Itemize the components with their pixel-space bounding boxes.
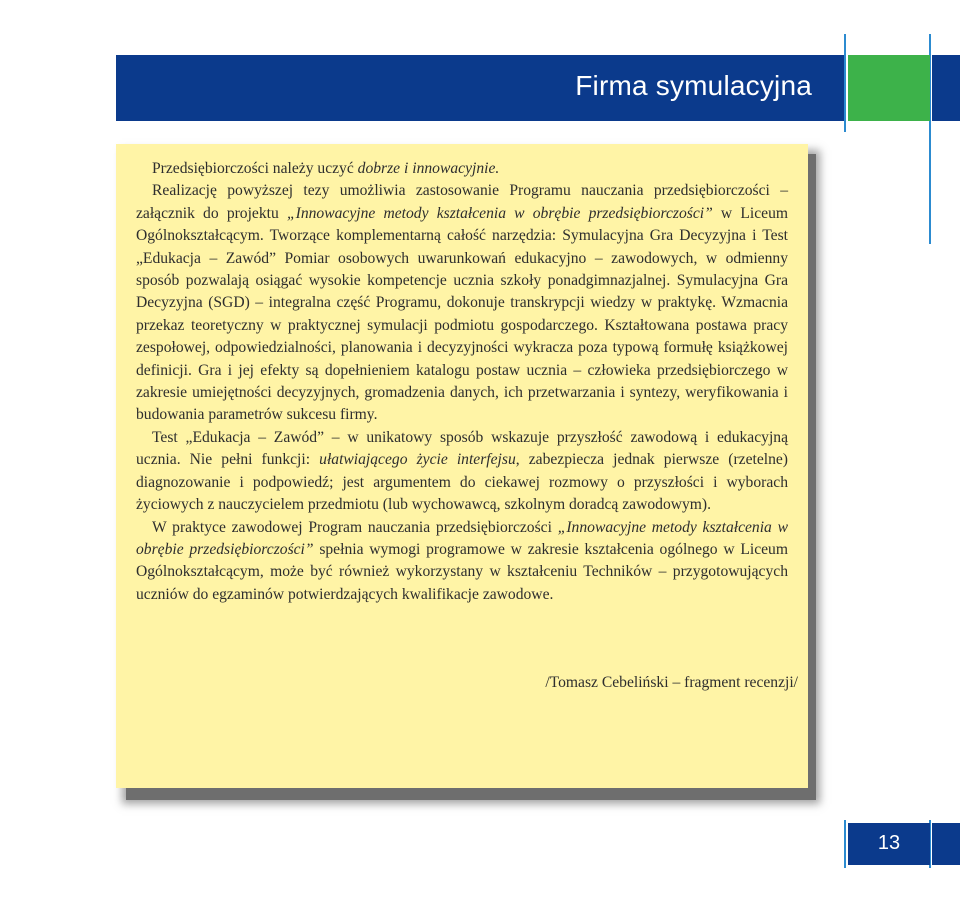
footer-divider-line-left <box>844 820 846 868</box>
paragraph-4: W praktyce zawodowej Program nauczania przedsiębiorczości „Innowacyjne metody kształcenia w obrębie przedsiębiorczości” spełnia wymogi programowe w zakresie kształcenia ogólnego w Liceum Ogólnokształcącym, może być również wykorzystany w kształceniu Techników – przygotowujących uczniów do egzaminów potwierdzających kwalifikacje zawodowe. <box>136 518 788 603</box>
header-blue-accent <box>932 55 960 121</box>
paragraph-1: Przedsiębiorczości należy uczyć dobrze i innowacyjnie. <box>152 160 500 177</box>
review-card <box>116 144 808 788</box>
review-signature: /Tomasz Cebeliński – fragment recenzji/ <box>545 674 798 691</box>
page-number-box <box>848 823 930 865</box>
page-number: 13 <box>877 832 901 854</box>
header-divider-line-left <box>844 34 846 132</box>
header-green-accent <box>848 55 930 121</box>
paragraph-2: Realizację powyższej tezy umożliwia zastosowanie Programu nauczania przedsiębiorczości – załącznik do projektu „Innowacyjne metody kształcenia w obrębie przedsiębiorczości” w Liceum Ogólnokształcącym. Tworzące komplementarną całość narzędzia: Symulacyjna Gra Decyzyjna i Test „Edukacja – Zawód” Pomiar osobowych uwarunkowań edukacyjno – zawodowych, w odmienny sposób pozwalają osiągać wysokie kompetencje ucznia szkoły ponadgimnazjalnej. Symulacyjna Gra Decyzyjna (SGD) – integralna część Programu, dokonuje transkrypcji wiedzy w praktykę. Wzmacnia przekaz teoretyczny w praktycznej symulacji podmiotu gospodarczego. Kształtowana postawa pracy zespołowej, odpowiedzialności, planowania i decyzyjności wykracza poza typową formułę książkowej definicji. Gra i jej efekty są dopełnieniem katalogu postaw ucznia – człowieka przedsiębiorczego w zakresie umiejętności decyzyjnych, gromadzenia danych, ich przetwarzania i syntezy, weryfikowania i budowania parametrów sukcesu firmy. <box>136 182 788 424</box>
header-bar <box>116 55 844 121</box>
footer-blue-accent <box>932 823 960 865</box>
paragraph-3: Test „Edukacja – Zawód” – w unikatowy sposób wskazuje przyszłość zawodową i edukacyjną ucznia. Nie pełni funkcji: ułatwiającego życie interfejsu, zabezpiecza jednak pierwsze (rzetelne) diagnozowanie i podpowiedź; jest argumentem do ciekawej rozmowy o przyszłości i wyborach życiowych z nauczycielem przedmiotu (lub wychowawcą, szkolnym doradcą zawodowym). <box>136 428 788 514</box>
page-title: Firma symulacyjna <box>575 70 812 101</box>
review-text <box>136 158 788 606</box>
